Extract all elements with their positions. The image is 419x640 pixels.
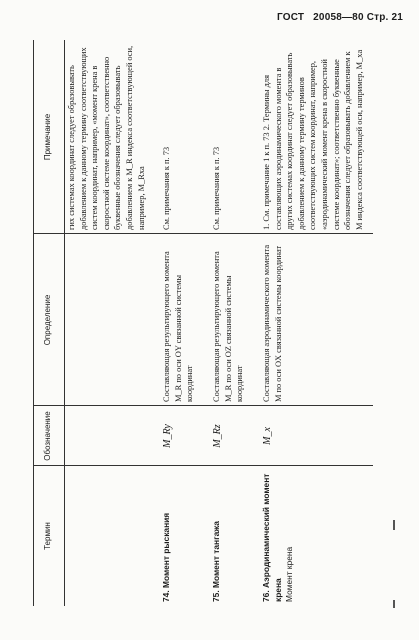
note-76: 1. См. примечание 1 к п. 73 2. Термины для составляющих аэродинамического момента в других системах координат следует образовывать добавлением к данному термину терминов соответствующих систем координат, например, «аэродинамический момент крена в скоростной системе координат»; соответственно буквенные обозначения следует образовывать добавлением к M индекса соответствующей оси, например, M_xa (262, 49, 364, 230)
scan-mark (393, 600, 395, 608)
column-header-designation: Обозначение (43, 411, 53, 461)
column-header-term: Термин (43, 522, 53, 550)
term-74: 74. Момент рыскания (161, 512, 171, 602)
note-74: См. примечания к п. 73 (162, 146, 171, 230)
page-header (277, 12, 403, 23)
column-header-note: Примечание (43, 113, 53, 161)
terms-table (33, 40, 373, 606)
definition-75: Составляющая результирующего момента M_R по оси OZ связанной системы координат (212, 251, 245, 402)
term-76: 76. Аэродинамический момент крена (261, 473, 283, 602)
term-76-alt: Момент крена (284, 546, 295, 602)
standard-label: ГОСТ (276, 12, 305, 23)
symbol-74: M_Ry (162, 424, 173, 448)
term-75: 75. Момент тангажа (211, 521, 221, 602)
column-header-definition: Определение (43, 294, 53, 346)
term-76-cell (261, 466, 296, 606)
definition-74: Составляющая результирующего момента M_R по оси OY связанной системы координат (162, 251, 195, 402)
rotated-table-container (33, 40, 373, 606)
continued-note: гих системах координат следует образовывать добавлением к данному термину соответствующих систем координат, например, «момент крена в скоростной системе координат», соответственно буквенные обозначения следует образовывать добавлением к M_R индекса соответствующей оси, например, M_Rxa (67, 45, 146, 230)
scan-mark (393, 520, 395, 530)
symbol-76: M_x (262, 427, 273, 445)
page-number: Стр. 21 (366, 12, 403, 23)
definition-76: Составляющая аэродинамического момента M по оси OX связанной системы координат (262, 244, 283, 402)
standard-number: 20058—80 (313, 12, 364, 23)
column-divider (33, 465, 373, 466)
note-75: См. примечания к п. 73 (212, 146, 221, 230)
column-divider (33, 405, 373, 406)
symbol-75: M_Rz (212, 424, 223, 448)
